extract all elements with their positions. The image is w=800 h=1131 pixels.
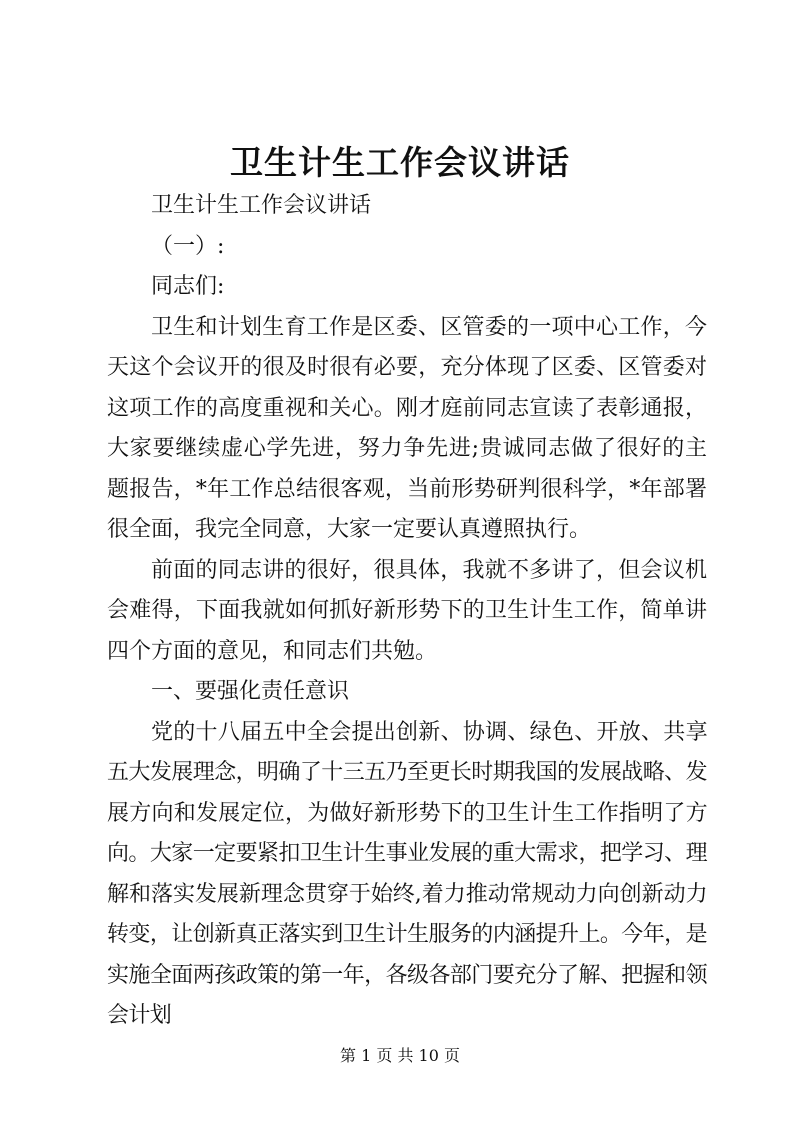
page-footer: 第 1 页 共 10 页 <box>340 1046 460 1065</box>
section-heading-1: 一、要强化责任意识 <box>151 679 350 704</box>
body-paragraph-2: 前面的同志讲的很好，很具体，我就不多讲了，但会议机会难得，下面我就如何抓好新形势下的卫生计生工作，简单讲四个方面的意见，和同志们共勉。 <box>107 557 707 664</box>
body-paragraph-1: 卫生和计划生育工作是区委、区管委的一项中心工作，今天这个会议开的很及时很有必要，充分体现了区委、区管委对这项工作的高度重视和关心。刚才庭前同志宣读了表彰通报，大家要继续虚心学先进，努力争先进;贵诚同志做了很好的主题报告，*年工作总结很客观，当前形势研判很科学，*年部署很全面，我完全同意，大家一定要认真遵照执行。 <box>107 314 707 542</box>
document-title: 卫生计生工作会议讲话 <box>230 143 570 182</box>
salutation-paragraph: 同志们: <box>151 274 225 299</box>
subtitle-paragraph: 卫生计生工作会议讲话 <box>151 193 372 218</box>
document-body <box>107 186 707 1037</box>
section-marker-paragraph: （一）: <box>151 233 225 259</box>
body-paragraph-3: 党的十八届五中全会提出创新、协调、绿色、开放、共享五大发展理念，明确了十三五乃至更长时期我国的发展战略、发展方向和发展定位，为做好新形势下的卫生计生工作指明了方向。大家一定要紧扣卫生计生事业发展的重大需求，把学习、理解和落实发展新理念贯穿于始终,着力推动常规动力向创新动力转变，让创新真正落实到卫生计生服务的内涵提升上。今年，是实施全面两孩政策的第一年，各级各部门要充分了解、把握和领会计划 <box>107 719 707 1028</box>
